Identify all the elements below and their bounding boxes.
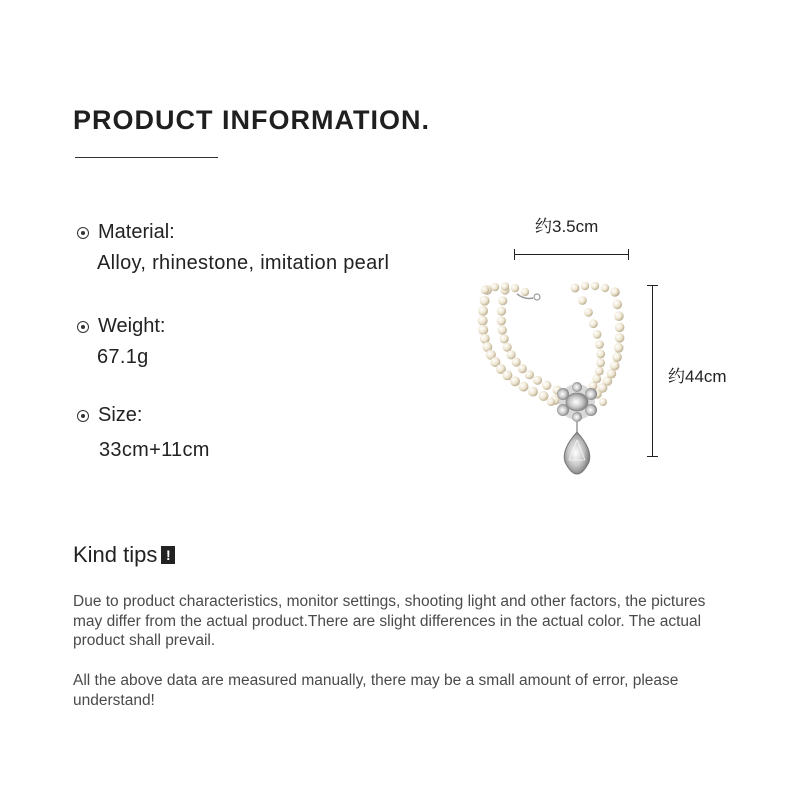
bullet-icon bbox=[77, 410, 89, 422]
pearl-bead bbox=[497, 307, 506, 316]
pearl-bead bbox=[595, 340, 604, 349]
pearl-bead bbox=[533, 376, 542, 385]
pearl-bead bbox=[592, 375, 601, 384]
width-dimension-label: 约3.5cm bbox=[535, 217, 599, 236]
kind-tips-title bbox=[73, 542, 175, 568]
pearl-bead bbox=[595, 367, 604, 376]
length-dimension-label: 约44cm bbox=[668, 367, 727, 386]
pearl-bead bbox=[510, 376, 520, 386]
bullet-icon bbox=[77, 321, 89, 333]
bullet-icon bbox=[77, 227, 89, 239]
pearl-bead bbox=[478, 306, 488, 316]
pearl-bead bbox=[581, 282, 589, 290]
pearl-bead bbox=[610, 361, 620, 371]
spec-material bbox=[75, 221, 389, 275]
pearl-bead bbox=[615, 323, 625, 333]
spec-size bbox=[75, 404, 210, 462]
pearl-bead bbox=[614, 343, 624, 353]
pearl-bead bbox=[596, 359, 605, 368]
pearl-bead bbox=[491, 283, 499, 291]
pearl-bead bbox=[480, 296, 490, 306]
pearl-bead bbox=[519, 382, 529, 392]
tips-paragraph: Due to product characteristics, monitor settings, shooting light and other factors, the pictures may differ from the actual product.There are slight differences in the actual color. The actual product shall prevail. bbox=[73, 593, 706, 649]
pearl-bead bbox=[521, 288, 529, 296]
spec-size-label: Size: bbox=[98, 404, 143, 426]
teardrop-pendant bbox=[564, 422, 590, 474]
spec-size-value: 33cm+11cm bbox=[99, 439, 210, 461]
spec-material-label: Material: bbox=[98, 221, 175, 243]
pearl-bead bbox=[589, 319, 598, 328]
pearl-bead bbox=[615, 333, 625, 343]
width-dimension-tick bbox=[514, 249, 515, 260]
kind-tips-label: Kind tips bbox=[73, 542, 158, 567]
title-divider bbox=[75, 157, 218, 158]
length-dimension-tick bbox=[647, 285, 658, 286]
pearl-bead bbox=[613, 300, 623, 310]
pearl-bead bbox=[611, 288, 619, 296]
pearl-bead bbox=[501, 282, 509, 290]
pearl-bead bbox=[593, 330, 602, 339]
pearl-bead bbox=[511, 284, 519, 292]
pearl-bead bbox=[539, 391, 549, 401]
spec-weight-label: Weight: bbox=[98, 315, 166, 337]
pearl-bead bbox=[481, 286, 489, 294]
length-dimension-tick bbox=[647, 456, 658, 457]
pearl-bead bbox=[528, 387, 538, 397]
pearl-bead bbox=[497, 316, 506, 325]
pearl-bead bbox=[500, 334, 509, 343]
pearl-bead bbox=[518, 364, 527, 373]
width-dimension-line bbox=[514, 254, 629, 255]
width-dimension-tick bbox=[628, 249, 629, 260]
length-dimension-line bbox=[652, 285, 653, 457]
spec-material-value: Alloy, rhinestone, imitation pearl bbox=[97, 252, 390, 274]
pearl-bead bbox=[525, 370, 534, 379]
pearl-bead bbox=[498, 296, 507, 305]
tips-paragraph: All the above data are measured manually, there may be a small amount of error, please understand! bbox=[73, 672, 679, 709]
pearl-bead bbox=[614, 311, 624, 321]
pearl-bead bbox=[571, 284, 579, 292]
pearl-bead bbox=[596, 350, 605, 359]
pearl-bead bbox=[612, 352, 622, 362]
exclamation-icon: ! bbox=[161, 546, 175, 564]
pearl-bead bbox=[498, 326, 507, 335]
pearl-bead bbox=[584, 308, 593, 317]
pearl-bead bbox=[601, 284, 609, 292]
pearl-bead bbox=[591, 282, 599, 290]
pearl-bead bbox=[578, 296, 587, 305]
pearl-necklace-image bbox=[465, 282, 635, 477]
spec-weight-value: 67.1g bbox=[97, 346, 149, 368]
pearl-bead bbox=[478, 316, 488, 326]
pearl-bead bbox=[478, 325, 488, 335]
pearl-strands bbox=[478, 282, 625, 405]
pearl-bead bbox=[542, 381, 551, 390]
page-title: PRODUCT INFORMATION. bbox=[73, 105, 430, 135]
spec-weight bbox=[75, 315, 165, 369]
